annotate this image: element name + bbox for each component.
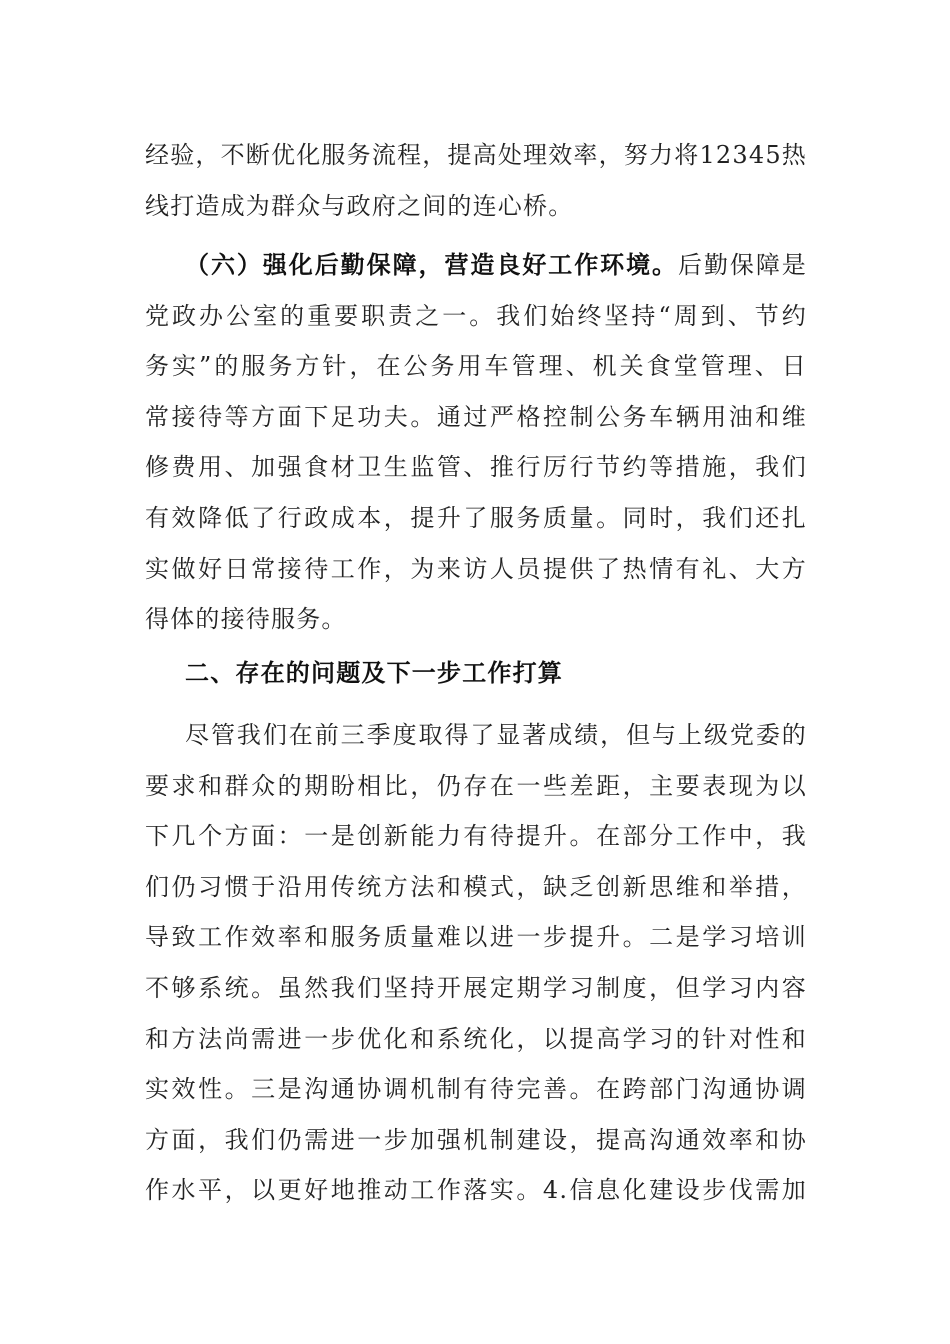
text-line: 常接待等方面下足功夫。通过严格控制公务车辆用油和维 xyxy=(145,402,807,431)
section-heading: 二、存在的问题及下一步工作打算 xyxy=(185,659,563,687)
text-line: 得体的接待服务。 xyxy=(145,605,347,634)
text-line: 有效降低了行政成本，提升了服务质量。同时，我们还扎 xyxy=(145,503,807,532)
text-line: 党政办公室的重要职责之一。我们始终坚持“周到、节约 xyxy=(145,301,807,330)
text-line: 们仍习惯于沿用传统方法和模式，缺乏创新思维和举措， xyxy=(145,872,807,901)
paragraph-bold-lead: （六）强化后勤保障，营造良好工作环境。 xyxy=(185,251,678,279)
text-line: 不够系统。虽然我们坚持开展定期学习制度，但学习内容 xyxy=(145,973,807,1002)
text-line: 导致工作效率和服务质量难以进一步提升。二是学习培训 xyxy=(145,923,807,952)
text-line: 经验，不断优化服务流程，提高处理效率，努力将12345热 xyxy=(145,141,807,169)
text-line xyxy=(145,240,807,291)
text-line: 修费用、加强食材卫生监管、推行厉行节约等措施，我们 xyxy=(145,453,807,482)
text-line: 作水平，以更好地推动工作落实。4.信息化建设步伐需加 xyxy=(145,1176,807,1205)
text-line: 下几个方面：一是创新能力有待提升。在部分工作中，我 xyxy=(145,822,807,851)
section-heading-block xyxy=(145,648,807,699)
paragraph-logistics xyxy=(145,240,807,645)
text-line: 要求和群众的期盼相比，仍存在一些差距，主要表现为以 xyxy=(145,771,807,800)
text-line: 务实”的服务方针，在公务用车管理、机关食堂管理、日 xyxy=(145,352,807,381)
text-line: 实做好日常接待工作，为来访人员提供了热情有礼、大方 xyxy=(145,554,807,583)
text-line: 和方法尚需进一步优化和系统化，以提高学习的针对性和 xyxy=(145,1024,807,1053)
text-line: 尽管我们在前三季度取得了显著成绩，但与上级党委的 xyxy=(185,721,807,749)
text-line: 方面，我们仍需进一步加强机制建设，提高沟通效率和协 xyxy=(145,1125,807,1154)
paragraph-continuation xyxy=(145,130,807,231)
paragraph-problems xyxy=(145,710,807,1216)
paragraph-lead-rest: 后勤保障是 xyxy=(678,251,807,279)
text-line: 实效性。三是沟通协调机制有待完善。在跨部门沟通协调 xyxy=(145,1075,807,1104)
text-line: 线打造成为群众与政府之间的连心桥。 xyxy=(145,191,574,220)
